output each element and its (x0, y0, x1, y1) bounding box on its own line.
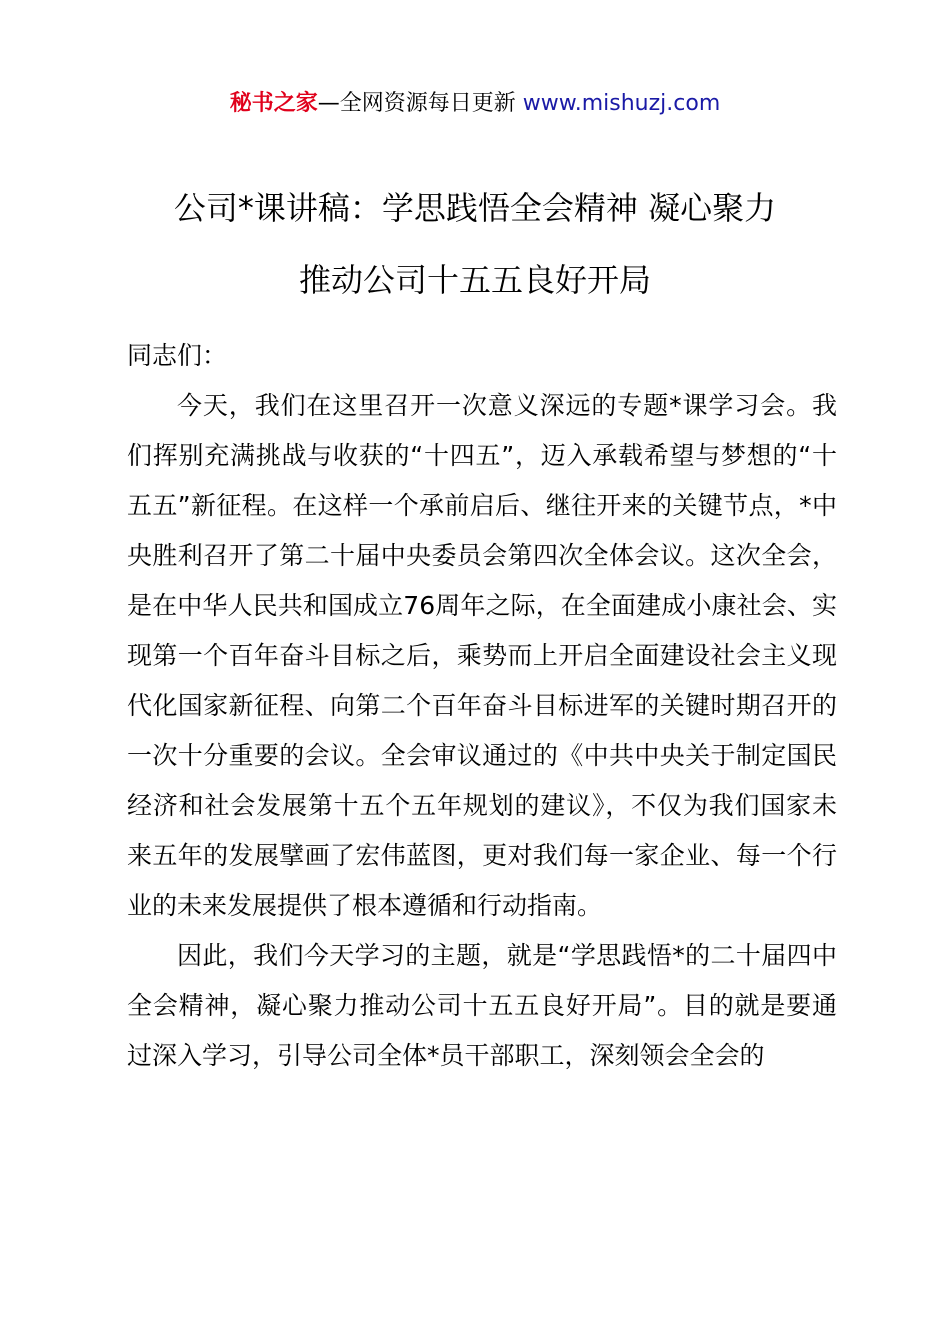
paragraph-1: 今天，我们在这里召开一次意义深远的专题*课学习会。我们挥别充满挑战与收获的“十四五”，迈入承载希望与梦想的“十五五”新征程。在这样一个承前启后、继往开来的关键节点，*中央胜利召开了第二十届中央委员会第四次全体会议。这次全会，是在中华人民共和国成立76周年之际，在全面建成小康社会、实现第一个百年奋斗目标之后，乘势而上开启全面建设社会主义现代化国家新征程、向第二个百年奋斗目标进军的关键时期召开的一次十分重要的会议。全会审议通过的《中共中央关于制定国民经济和社会发展第十五个五年规划的建议》，不仅为我们国家未来五年的发展擘画了宏伟蓝图，更对我们每一家企业、每一个行业的未来发展提供了根本遵循和行动指南。 (127, 391, 837, 920)
site-brand: 秘书之家 (229, 91, 318, 116)
salutation: 同志们： (127, 341, 228, 370)
document-title-line-1: 公司*课讲稿：学思践悟全会精神 凝心聚力 (173, 189, 777, 227)
paragraph-2: 因此，我们今天学习的主题，就是“学思践悟*的二十届四中全会精神，凝心聚力推动公司十五五良好开局”。目的就是要通过深入学习，引导公司全体*员干部职工，深刻领会全会的 (127, 941, 837, 1070)
document-body (127, 381, 837, 1081)
site-url[interactable]: www.mishuzj.com (522, 91, 721, 116)
document-title-line-2: 推动公司十五五良好开局 (298, 261, 651, 299)
site-header (0, 88, 950, 120)
site-slogan: —全网资源每日更新 (317, 91, 523, 116)
